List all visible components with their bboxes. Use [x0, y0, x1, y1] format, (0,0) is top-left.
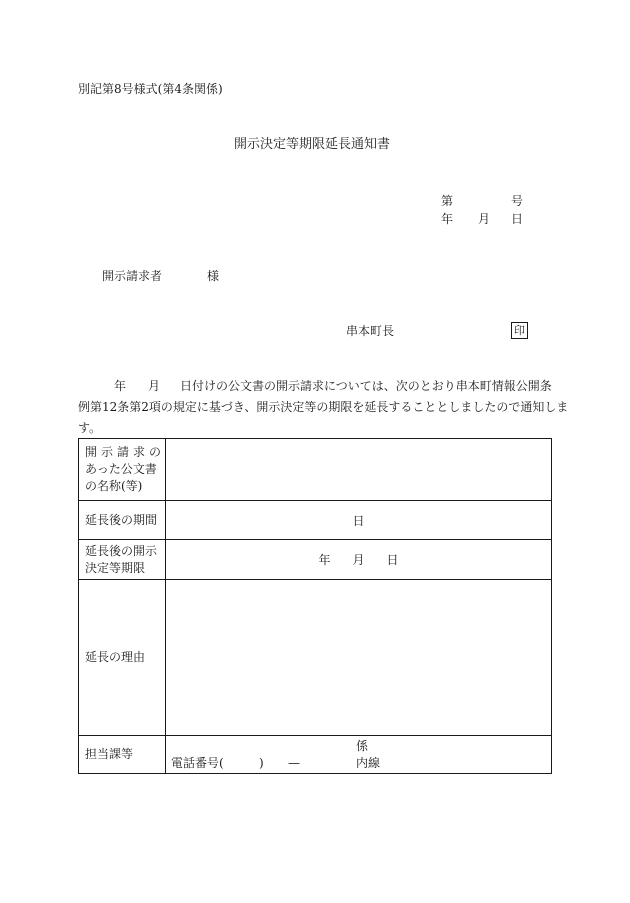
extension-label: 内線: [356, 756, 381, 770]
seal-box: 印: [511, 322, 528, 339]
table-row: [79, 439, 552, 501]
table-row: [79, 736, 552, 774]
extension-period-field[interactable]: [166, 501, 552, 540]
body-line-1: [78, 376, 556, 397]
section-label: 係: [356, 739, 369, 753]
doc-number-suffix: 号: [511, 194, 524, 208]
issuer-name: 串本町長: [346, 324, 395, 338]
requested-document-field[interactable]: [166, 439, 552, 501]
new-deadline-day: 日: [386, 553, 399, 567]
doc-date-month: 月: [478, 212, 491, 226]
document-title: 開示決定等期限延長通知書: [234, 137, 391, 152]
extension-period-label: 延長後の期間: [79, 501, 166, 540]
extension-reason-field[interactable]: [166, 580, 552, 736]
body-line-2: 例第12条第2項の規定に基づき、開示決定等の期限を延長することとしましたので通知しま: [78, 400, 569, 414]
doc-number-prefix: 第: [441, 194, 454, 208]
addressee-honorific: 様: [207, 269, 220, 283]
phone-label: 電話番号(: [171, 756, 224, 770]
extension-reason-label: 延長の理由: [79, 580, 166, 736]
new-deadline-label: 延長後の開示 決定等期限: [79, 540, 166, 580]
body-date-year: 年: [114, 379, 127, 393]
department-field[interactable]: [166, 736, 552, 774]
details-table: [78, 438, 552, 774]
body-date-month: 月: [148, 379, 161, 393]
department-label: 担当課等: [79, 736, 166, 774]
addressee-label: 開示請求者: [102, 269, 163, 283]
new-deadline-month: 月: [352, 553, 365, 567]
extension-period-days: 日: [352, 513, 365, 528]
table-row: [79, 501, 552, 540]
new-deadline-year: 年: [318, 553, 331, 567]
phone-close-paren: ): [259, 756, 264, 770]
doc-date-day: 日: [511, 212, 524, 226]
phone-dash: —: [288, 756, 300, 770]
table-row: [79, 540, 552, 580]
table-row: [79, 580, 552, 736]
requested-document-label: 開示請求の あった公文書 の名称(等): [79, 439, 166, 501]
body-line-3: す。: [78, 421, 102, 435]
body-line-1-text: 日付けの公文書の開示請求については、次のとおり串本町情報公開条: [180, 379, 552, 393]
new-deadline-field[interactable]: [166, 540, 552, 580]
doc-date-year: 年: [441, 212, 454, 226]
body-paragraph: [78, 376, 569, 439]
form-reference: 別記第8号様式(第4条関係): [78, 82, 223, 96]
